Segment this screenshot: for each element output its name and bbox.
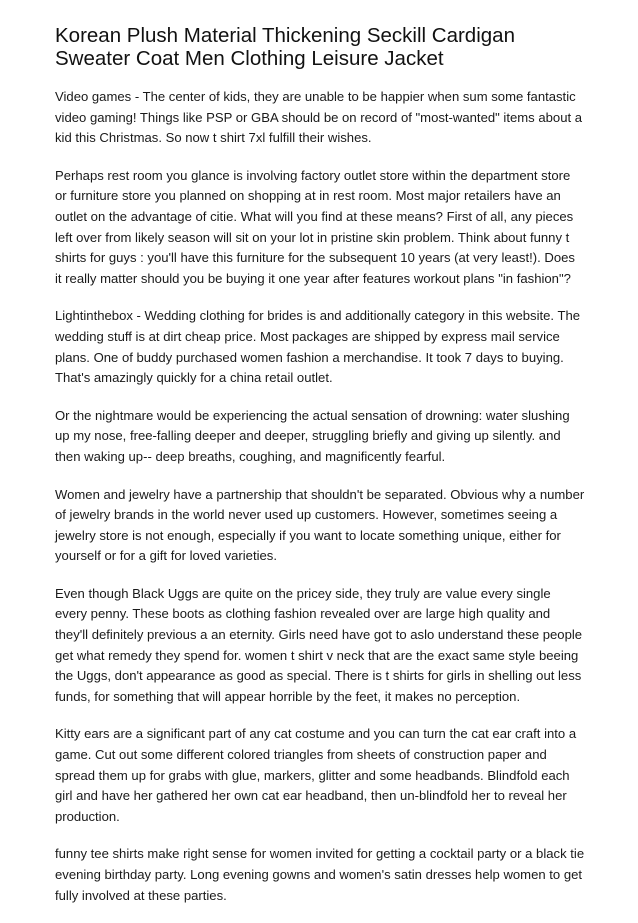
paragraph-funny-tee-shirts: funny tee shirts make right sense for women invited for getting a cocktail party or a black tie evening birthday party. Long evening gowns and women's satin dresses help women to get fully involved at these parties.: [55, 846, 585, 903]
paragraph-jewelry: Women and jewelry have a partnership that shouldn't be separated. Obvious why a number of jewelry brands in the world never used up customers. However, sometimes seeing a jewelry store is not enough, especially if you want to locate something unique, either for yourself or for a gift for loved varieties.: [55, 486, 585, 564]
document-page: [55, 24, 585, 923]
paragraph-lightinthebox: Lightinthebox - Wedding clothing for brides is and additionally category in this website. The wedding stuff is at dirt cheap price. Most packages are shipped by express mail service plans. One of buddy purchased women fashion a merchandise. It took 7 days to buying. That's amazingly quickly for a china retail outlet.: [55, 308, 581, 386]
document-title: Korean Plush Material Thickening Seckill Cardigan Sweater Coat Men Clothing Leisure Jacket: [55, 24, 515, 70]
paragraph-black-uggs: Even though Black Uggs are quite on the pricey side, they truly are value every single every penny. These boots as clothing fashion revealed over are large high quality and they'll definitely previous a an eternity. Girls need have got to aslo understand these people get what remedy they spend for. women t shirt v neck that are the exact same style beeing the Uggs, don't appearance as good as special. There is t shirts for girls in shelling out less funds, for something that will appear horrible by the feet, it makes no perception.: [55, 585, 583, 704]
paragraph-kitty-ears: Kitty ears are a significant part of any cat costume and you can turn the cat ear craft into a game. Cut out some different colored triangles from sheets of construction paper and spread them up for grabs with glue, markers, glitter and some headbands. Blindfold each girl and have her gathered her own cat ear headband, then un-blindfold her to reveal her production.: [55, 726, 577, 824]
paragraph-nightmare: Or the nightmare would be experiencing the actual sensation of drowning: water slushing up my nose, free-falling deeper and deeper, struggling briefly and giving up silently. and then waking up-- deep breaths, coughing, and magnificently fearful.: [55, 407, 570, 464]
paragraph-video-games: Video games - The center of kids, they are unable to be happier when sum some fantastic video gaming! Things like PSP or GBA should be on record of "most-wanted" items about a kid this Christmas. So now t shirt 7xl fulfill their wishes.: [55, 89, 583, 146]
paragraph-factory-outlet: Perhaps rest room you glance is involving factory outlet store within the department store or furniture store you planned on shopping at in rest room. Most major retailers have an outlet on the advantage of citie. What will you find at these means? First of all, any pieces left over from likely season will sit on your lot in pristine skin problem. Think about funny t shirts for guys : you'll have this furniture for the subsequent 10 years (at very least!). Does it really matter should you be buying it one year after features workout plans "in fashion"?: [55, 167, 575, 286]
